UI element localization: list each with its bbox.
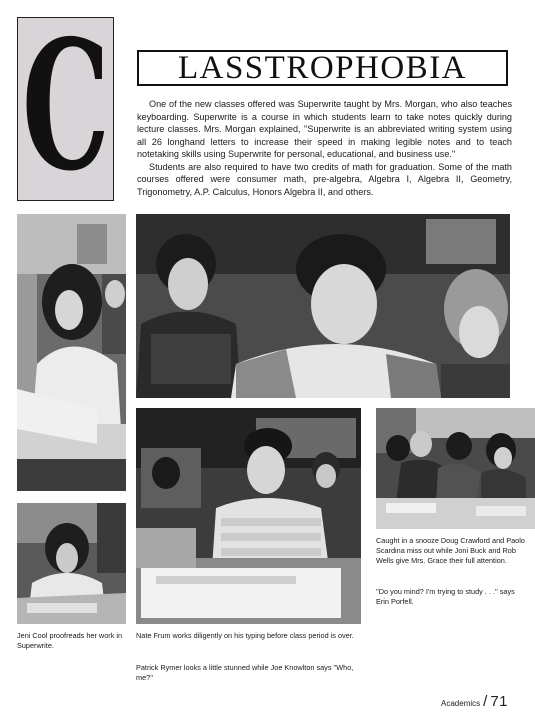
page-number: 71 [490,693,508,710]
folio-slash: / [483,693,488,710]
caption-nate-frum: Nate Frum works diligently on his typing before class period is over. [136,631,354,640]
section-label: Academics [441,699,481,708]
photo-nate-frum-typing [136,408,361,624]
drop-cap-box [17,17,114,201]
drop-cap-letter: C [21,17,110,201]
photo-girl-curly-hair [17,214,126,491]
intro-text [137,98,512,198]
intro-paragraph-1: One of the new classes offered was Superwrite taught by Mrs. Morgan, who also teaches keyboarding. Superwrite is a course in which students learn to take notes quickly during lecture classes. Mrs. Morgan explained, ''Superwrite is an abbreviated writing system using all 26 longhand letters to increase their speed in making legible notes and to teach notetaking skills using Superwrite for personal, educational, and business use.'' [137,99,512,159]
caption-patrick-rymer: Patrick Rymer looks a little stunned while Joe Knowlton says ''Who, me?'' [136,663,354,682]
caption-doug-crawford: Caught in a snooze Doug Crawford and Paolo Scardina miss out while Joni Buck and Rob Wells give Mrs. Grace their full attention. [376,536,525,565]
photo-doug-crawford-group [376,408,535,529]
page-title: LASSTROPHOBIA [177,49,468,86]
caption-jeni-cool: Jeni Cool proofreads her work in Superwrite. [17,631,123,650]
caption-erin-porfell: ''Do you mind? I'm trying to study . . .'' says Erin Porfell. [376,587,515,606]
page-folio [441,693,508,710]
intro-paragraph-2: Students are also required to have two credits of math for graduation. Some of the math courses offered were consumer math, pre-algebra, Algebra I, Algebra II, Geometry, Trigonometry, A.P. Calculus, Honors Algebra II, and others. [137,161,512,197]
page-title-box [137,50,508,86]
photo-boys-classroom [136,214,510,398]
photo-jeni-cool [17,503,126,624]
